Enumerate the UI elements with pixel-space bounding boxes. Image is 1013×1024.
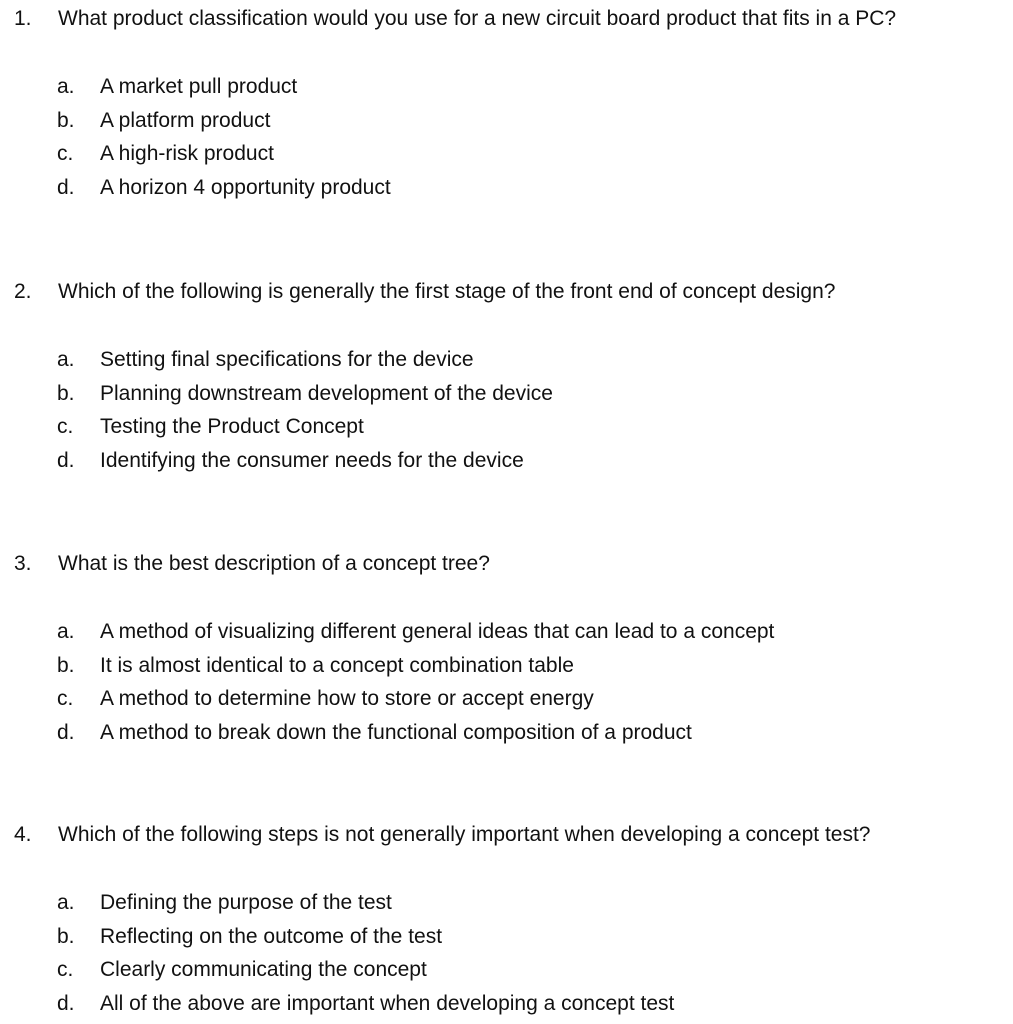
option-text: Planning downstream development of the device [100,381,553,405]
question-text: What is the best description of a concept tree? [58,552,490,575]
question-4-prompt [0,820,1013,850]
option-letter: b. [57,924,75,948]
option-d [0,171,1013,205]
option-text: Reflecting on the outcome of the test [100,924,443,948]
option-text: A high-risk product [100,142,274,166]
question-number: 4. [14,823,32,846]
option-text: Defining the purpose of the test [100,891,392,914]
option-a [0,70,1013,104]
option-c [0,953,1013,987]
option-text: A market pull product [100,75,298,98]
option-c [0,682,1013,716]
question-number: 3. [14,552,32,575]
option-letter: d. [57,720,75,744]
option-text: All of the above are important when developing a concept test [100,991,675,1015]
option-letter: b. [57,381,75,405]
option-d [0,444,1013,478]
option-b [0,377,1013,411]
option-letter: b. [57,108,75,132]
option-a [0,886,1013,920]
option-letter: c. [57,687,74,711]
question-3-prompt [0,549,1013,579]
option-text: It is almost identical to a concept combination table [100,653,574,677]
option-text: A method to break down the functional composition of a product [100,720,692,744]
option-text: A platform product [100,108,271,132]
option-text: A method of visualizing different general ideas that can lead to a concept [100,620,775,643]
option-a [0,343,1013,377]
option-letter: c. [57,142,74,166]
option-d [0,716,1013,750]
option-letter: d. [57,448,75,472]
question-1-options [0,70,1013,204]
option-text: Setting final specifications for the device [100,348,474,371]
option-text: Clearly communicating the concept [100,958,427,982]
option-text: A method to determine how to store or accept energy [100,687,594,711]
question-1-prompt [0,4,1013,34]
question-4-options [0,886,1013,1020]
option-letter: a. [57,620,75,643]
option-b [0,920,1013,954]
question-text: Which of the following steps is not generally important when developing a concept test? [58,823,871,846]
question-2-options [0,343,1013,477]
option-letter: b. [57,653,75,677]
option-letter: a. [57,348,75,371]
question-1 [0,4,1013,204]
option-text: Testing the Product Concept [100,415,364,439]
option-text: Identifying the consumer needs for the device [100,448,524,472]
option-letter: a. [57,891,75,914]
option-letter: c. [57,958,74,982]
option-letter: c. [57,415,74,439]
option-b [0,649,1013,683]
question-3-options [0,615,1013,749]
option-c [0,410,1013,444]
question-text: What product classification would you use for a new circuit board product that fits in a PC? [58,7,897,30]
question-2-prompt [0,277,1013,307]
option-letter: d. [57,991,75,1015]
option-letter: a. [57,75,75,98]
question-3 [0,549,1013,749]
option-a [0,615,1013,649]
question-4 [0,820,1013,1020]
question-2 [0,277,1013,477]
option-b [0,104,1013,138]
option-text: A horizon 4 opportunity product [100,175,391,199]
question-text: Which of the following is generally the first stage of the front end of concept design? [58,280,836,303]
option-letter: d. [57,175,75,199]
option-d [0,987,1013,1021]
question-number: 1. [14,7,32,30]
option-c [0,137,1013,171]
question-number: 2. [14,280,32,303]
